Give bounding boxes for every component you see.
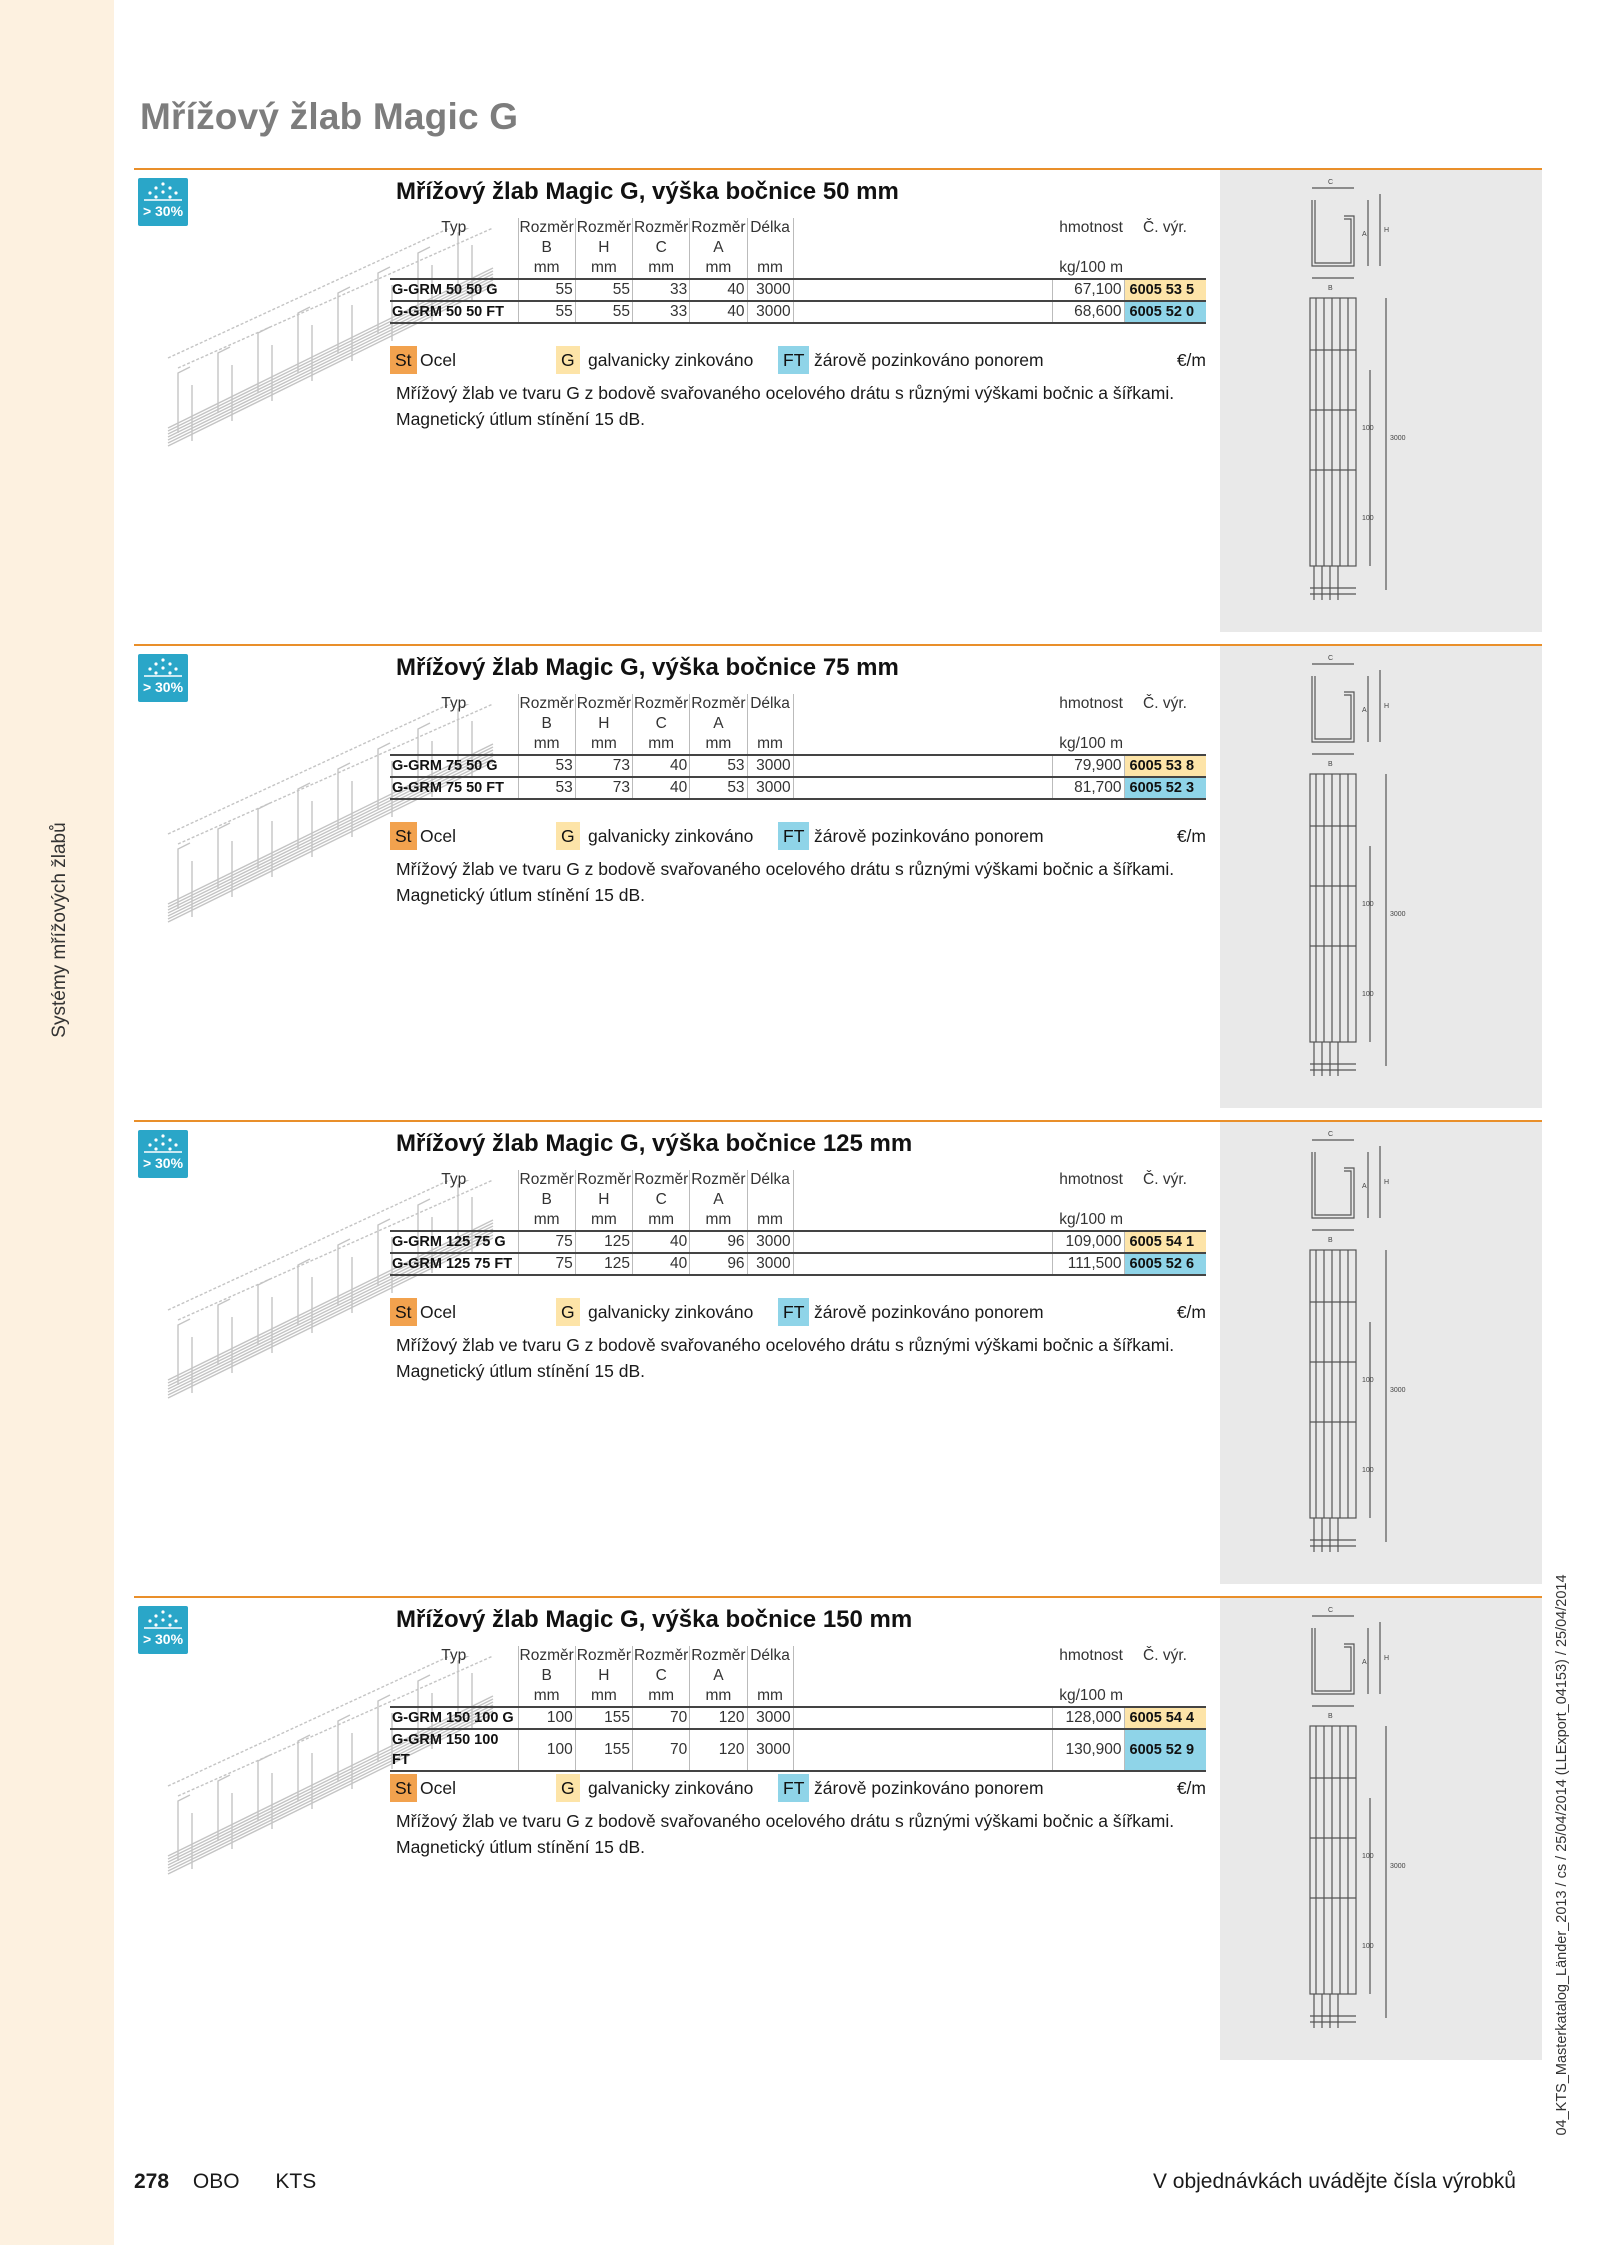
unit-length: mm [747, 258, 793, 279]
unit-c: mm [633, 734, 690, 755]
cell-h: 155 [575, 1729, 632, 1771]
badge-text: > 30% [142, 203, 184, 219]
unit-spacer [793, 1686, 1052, 1707]
cell-b: 75 [518, 1253, 575, 1275]
section-description [396, 1334, 1196, 1382]
svg-text:H: H [1384, 227, 1390, 234]
spec-table [390, 1646, 1206, 1772]
tag-ft: FT [778, 346, 809, 374]
unit-h: mm [575, 1210, 632, 1231]
cell-spacer [793, 1253, 1052, 1275]
header-delka: Délka [747, 218, 793, 258]
table-row [390, 755, 1206, 777]
spray-icon [138, 656, 188, 678]
header-rozmer-b: Rozměr B [519, 695, 574, 732]
unit-c: mm [633, 1210, 690, 1231]
svg-text:3000: 3000 [1390, 435, 1406, 442]
shielding-badge [138, 1606, 188, 1654]
cell-type: G-GRM 75 50 FT [390, 777, 518, 799]
cell-spacer [793, 1231, 1052, 1253]
svg-text:C: C [1328, 179, 1334, 186]
cell-length: 3000 [747, 777, 793, 799]
section-title: Mřížový žlab Magic G, výška bočnice 75 mm [396, 654, 899, 681]
price-unit: €/m [1176, 350, 1206, 370]
header-spacer [793, 218, 1052, 258]
unit-typ [390, 258, 518, 279]
cell-article-code: 6005 52 9 [1124, 1729, 1206, 1771]
svg-text:100: 100 [1362, 515, 1374, 522]
description-line: Magnetický útlum stínění 15 dB. [396, 885, 646, 905]
page-title: Mřížový žlab Magic G [140, 96, 519, 137]
header-typ: Typ [441, 219, 467, 236]
cell-type: G-GRM 125 75 FT [390, 1253, 518, 1275]
header-hmotnost: hmotnost [1059, 1171, 1123, 1188]
cell-spacer [793, 755, 1052, 777]
cell-b: 53 [518, 777, 575, 799]
svg-text:100: 100 [1362, 991, 1374, 998]
technical-drawing-panel [1220, 1122, 1542, 1584]
svg-text:H: H [1384, 1179, 1390, 1186]
tag-ft: FT [778, 822, 809, 850]
header-row [390, 1646, 1206, 1686]
unit-typ [390, 1686, 518, 1707]
unit-length: mm [747, 1210, 793, 1231]
price-unit: €/m [1176, 1302, 1206, 1322]
label-st: Ocel [420, 826, 456, 846]
cell-length: 3000 [747, 755, 793, 777]
label-g: galvanicky zinkováno [588, 826, 754, 846]
cell-a: 40 [690, 279, 747, 301]
spec-table [390, 694, 1206, 800]
product-section [134, 1120, 1542, 1590]
cell-b: 100 [518, 1729, 575, 1771]
cell-article-code: 6005 52 3 [1124, 777, 1206, 799]
cell-weight: 130,900 [1052, 1729, 1124, 1771]
cell-type: G-GRM 150 100 FT [390, 1729, 518, 1771]
svg-text:A: A [1362, 707, 1367, 714]
cell-article-code: 6005 54 1 [1124, 1231, 1206, 1253]
footer-order-note: V objednávkách uvádějte čísla výrobků [1152, 2170, 1516, 2193]
header-rozmer-b: Rozměr B [519, 1647, 574, 1684]
cell-h: 55 [575, 279, 632, 301]
unit-a: mm [690, 258, 747, 279]
unit-row [390, 734, 1206, 755]
cell-c: 40 [633, 1231, 690, 1253]
section-title: Mřížový žlab Magic G, výška bočnice 150 mm [396, 1606, 913, 1633]
table-row [390, 1729, 1206, 1771]
unit-spacer [793, 258, 1052, 279]
unit-row [390, 1686, 1206, 1707]
header-rozmer-c: Rozměr C [634, 1647, 689, 1684]
unit-typ [390, 734, 518, 755]
svg-text:100: 100 [1362, 1943, 1374, 1950]
header-typ: Typ [441, 695, 467, 712]
unit-h: mm [575, 258, 632, 279]
cell-spacer [793, 279, 1052, 301]
table-row [390, 279, 1206, 301]
svg-text:A: A [1362, 231, 1367, 238]
cell-length: 3000 [747, 1253, 793, 1275]
unit-h: mm [575, 1686, 632, 1707]
material-legend [390, 1298, 1206, 1326]
cell-a: 96 [690, 1253, 747, 1275]
cell-h: 55 [575, 301, 632, 323]
cell-type: G-GRM 125 75 G [390, 1231, 518, 1253]
header-rozmer-h: Rozměr H [576, 1647, 632, 1684]
cell-b: 55 [518, 279, 575, 301]
cell-spacer [793, 301, 1052, 323]
unit-b: mm [518, 1210, 575, 1231]
table-row [390, 1253, 1206, 1275]
header-rozmer-b: Rozměr B [519, 1171, 574, 1208]
cell-type: G-GRM 75 50 G [390, 755, 518, 777]
section-title: Mřížový žlab Magic G, výška bočnice 125 mm [396, 1130, 913, 1157]
header-cislo: Č. výr. [1143, 1171, 1187, 1188]
tag-ft: FT [778, 1298, 809, 1326]
cell-length: 3000 [747, 1707, 793, 1729]
svg-text:B: B [1328, 1713, 1333, 1720]
description-line: Mřížový žlab ve tvaru G z bodově svařovaného ocelového drátu s různými výškami bočnic a šířkami. [396, 383, 1175, 403]
label-g: galvanicky zinkováno [588, 1302, 754, 1322]
section-description [396, 858, 1196, 906]
svg-text:3000: 3000 [1390, 1863, 1406, 1870]
shielding-badge [138, 654, 188, 702]
header-rozmer-a: Rozměr A [691, 1171, 746, 1208]
shielding-badge [138, 178, 188, 226]
description-line: Mřížový žlab ve tvaru G z bodově svařovaného ocelového drátu s různými výškami bočnic a šířkami. [396, 1335, 1175, 1355]
label-st: Ocel [420, 1778, 456, 1798]
product-section [134, 1596, 1542, 2066]
cell-length: 3000 [747, 279, 793, 301]
header-cislo: Č. výr. [1143, 219, 1187, 236]
svg-text:H: H [1384, 703, 1390, 710]
header-delka: Délka [747, 694, 793, 734]
cell-a: 53 [690, 755, 747, 777]
unit-row [390, 1210, 1206, 1231]
cell-length: 3000 [747, 1729, 793, 1771]
description-line: Magnetický útlum stínění 15 dB. [396, 409, 646, 429]
price-unit: €/m [1176, 1778, 1206, 1798]
cell-b: 53 [518, 755, 575, 777]
header-hmotnost: hmotnost [1059, 695, 1123, 712]
unit-weight: kg/100 m [1052, 1686, 1124, 1707]
cell-h: 73 [575, 755, 632, 777]
unit-length: mm [747, 734, 793, 755]
description-line: Magnetický útlum stínění 15 dB. [396, 1361, 646, 1381]
material-legend [390, 822, 1206, 850]
svg-text:H: H [1384, 1655, 1390, 1662]
label-st: Ocel [420, 350, 456, 370]
spray-icon [138, 180, 188, 202]
unit-a: mm [690, 734, 747, 755]
cell-spacer [793, 777, 1052, 799]
svg-text:C: C [1328, 1607, 1334, 1614]
table-row [390, 1231, 1206, 1253]
spec-table [390, 218, 1206, 324]
footer-brand: OBO [192, 2170, 240, 2193]
cell-weight: 109,000 [1052, 1231, 1124, 1253]
technical-drawing-panel [1220, 646, 1542, 1108]
svg-text:A: A [1362, 1659, 1367, 1666]
spray-icon [138, 1132, 188, 1154]
cell-h: 73 [575, 777, 632, 799]
label-ft: žárově pozinkováno ponorem [814, 350, 1044, 370]
technical-drawing-panel [1220, 1598, 1542, 2060]
cell-weight: 67,100 [1052, 279, 1124, 301]
footer-segment: KTS [275, 2170, 317, 2193]
header-rozmer-h: Rozměr H [576, 1171, 632, 1208]
cell-type: G-GRM 50 50 G [390, 279, 518, 301]
material-legend [390, 346, 1206, 374]
header-typ: Typ [441, 1171, 467, 1188]
header-spacer [793, 1646, 1052, 1686]
header-row [390, 1170, 1206, 1210]
spray-icon [138, 1608, 188, 1630]
unit-spacer [793, 734, 1052, 755]
unit-length: mm [747, 1686, 793, 1707]
badge-text: > 30% [142, 1631, 184, 1647]
cell-a: 120 [690, 1729, 747, 1771]
cell-weight: 68,600 [1052, 301, 1124, 323]
cell-weight: 128,000 [1052, 1707, 1124, 1729]
label-g: galvanicky zinkováno [588, 1778, 754, 1798]
cell-weight: 111,500 [1052, 1253, 1124, 1275]
unit-code [1124, 1210, 1206, 1231]
section-description [396, 382, 1196, 430]
cell-type: G-GRM 150 100 G [390, 1707, 518, 1729]
tag-ft: FT [778, 1774, 809, 1802]
cell-c: 70 [633, 1707, 690, 1729]
header-hmotnost: hmotnost [1059, 1647, 1123, 1664]
header-row [390, 218, 1206, 258]
tag-g: G [556, 346, 580, 374]
header-rozmer-c: Rozměr C [634, 1171, 689, 1208]
unit-code [1124, 734, 1206, 755]
unit-spacer [793, 1210, 1052, 1231]
header-cislo: Č. výr. [1143, 1647, 1187, 1664]
unit-typ [390, 1210, 518, 1231]
header-hmotnost: hmotnost [1059, 219, 1123, 236]
cell-a: 120 [690, 1707, 747, 1729]
cell-a: 96 [690, 1231, 747, 1253]
label-ft: žárově pozinkováno ponorem [814, 826, 1044, 846]
unit-a: mm [690, 1210, 747, 1231]
product-section [134, 168, 1542, 638]
description-line: Mřížový žlab ve tvaru G z bodově svařovaného ocelového drátu s různými výškami bočnic a šířkami. [396, 1811, 1175, 1831]
cell-type: G-GRM 50 50 FT [390, 301, 518, 323]
unit-weight: kg/100 m [1052, 258, 1124, 279]
material-legend [390, 1774, 1206, 1802]
unit-row [390, 258, 1206, 279]
unit-b: mm [518, 258, 575, 279]
badge-text: > 30% [142, 679, 184, 695]
header-typ: Typ [441, 1647, 467, 1664]
cell-h: 125 [575, 1231, 632, 1253]
cell-article-code: 6005 54 4 [1124, 1707, 1206, 1729]
svg-text:C: C [1328, 1131, 1334, 1138]
cell-weight: 79,900 [1052, 755, 1124, 777]
shielding-badge [138, 1130, 188, 1178]
table-row [390, 1707, 1206, 1729]
tag-g: G [556, 1298, 580, 1326]
header-rozmer-a: Rozměr A [691, 695, 746, 732]
label-g: galvanicky zinkováno [588, 350, 754, 370]
header-rozmer-c: Rozměr C [634, 695, 689, 732]
unit-c: mm [633, 1686, 690, 1707]
header-spacer [793, 1170, 1052, 1210]
description-line: Mřížový žlab ve tvaru G z bodově svařovaného ocelového drátu s různými výškami bočnic a šířkami. [396, 859, 1175, 879]
footer-left [134, 2170, 316, 2194]
description-line: Magnetický útlum stínění 15 dB. [396, 1837, 646, 1857]
cell-b: 75 [518, 1231, 575, 1253]
svg-text:3000: 3000 [1390, 1387, 1406, 1394]
svg-text:3000: 3000 [1390, 911, 1406, 918]
spec-table [390, 1170, 1206, 1276]
cell-b: 55 [518, 301, 575, 323]
cell-c: 33 [633, 279, 690, 301]
header-rozmer-h: Rozměr H [576, 219, 632, 256]
unit-a: mm [690, 1686, 747, 1707]
cell-c: 33 [633, 301, 690, 323]
cell-c: 40 [633, 755, 690, 777]
document-meta-code: 04_KTS_Masterkatalog_Länder_2013 / cs / 25/04/2014 (LLExport_04153) / 25/04/2014 [1554, 1574, 1570, 2136]
page-number: 278 [134, 2170, 170, 2193]
tag-st: St [390, 1298, 417, 1326]
price-unit: €/m [1176, 826, 1206, 846]
side-chapter-label: Systémy mřížových žlabů [49, 822, 70, 1038]
unit-weight: kg/100 m [1052, 734, 1124, 755]
section-description [396, 1810, 1196, 1858]
cell-weight: 81,700 [1052, 777, 1124, 799]
cell-article-code: 6005 52 0 [1124, 301, 1206, 323]
svg-text:C: C [1328, 655, 1334, 662]
svg-text:100: 100 [1362, 1377, 1374, 1384]
tag-st: St [390, 822, 417, 850]
header-rozmer-a: Rozměr A [691, 219, 746, 256]
label-ft: žárově pozinkováno ponorem [814, 1302, 1044, 1322]
header-rozmer-a: Rozměr A [691, 1647, 746, 1684]
tag-g: G [556, 822, 580, 850]
svg-text:B: B [1328, 761, 1333, 768]
cell-c: 70 [633, 1729, 690, 1771]
tag-st: St [390, 1774, 417, 1802]
left-margin-band [0, 0, 114, 2245]
unit-c: mm [633, 258, 690, 279]
header-row [390, 694, 1206, 734]
header-rozmer-b: Rozměr B [519, 219, 574, 256]
svg-text:100: 100 [1362, 901, 1374, 908]
header-spacer [793, 694, 1052, 734]
cell-h: 125 [575, 1253, 632, 1275]
svg-text:B: B [1328, 1237, 1333, 1244]
svg-text:B: B [1328, 285, 1333, 292]
cell-c: 40 [633, 777, 690, 799]
cell-c: 40 [633, 1253, 690, 1275]
badge-text: > 30% [142, 1155, 184, 1171]
cell-length: 3000 [747, 1231, 793, 1253]
unit-h: mm [575, 734, 632, 755]
label-ft: žárově pozinkováno ponorem [814, 1778, 1044, 1798]
cell-spacer [793, 1729, 1052, 1771]
header-cislo: Č. výr. [1143, 695, 1187, 712]
technical-drawing-panel [1220, 170, 1542, 632]
unit-code [1124, 1686, 1206, 1707]
product-section [134, 644, 1542, 1114]
label-st: Ocel [420, 1302, 456, 1322]
header-delka: Délka [747, 1170, 793, 1210]
svg-text:100: 100 [1362, 1467, 1374, 1474]
cell-a: 53 [690, 777, 747, 799]
table-row [390, 301, 1206, 323]
unit-b: mm [518, 1686, 575, 1707]
svg-text:100: 100 [1362, 425, 1374, 432]
cell-article-code: 6005 53 5 [1124, 279, 1206, 301]
header-delka: Délka [747, 1646, 793, 1686]
svg-text:100: 100 [1362, 1853, 1374, 1860]
tag-st: St [390, 346, 417, 374]
cell-length: 3000 [747, 301, 793, 323]
unit-code [1124, 258, 1206, 279]
unit-b: mm [518, 734, 575, 755]
cell-a: 40 [690, 301, 747, 323]
header-rozmer-h: Rozměr H [576, 695, 632, 732]
cell-article-code: 6005 52 6 [1124, 1253, 1206, 1275]
header-rozmer-c: Rozměr C [634, 219, 689, 256]
cell-spacer [793, 1707, 1052, 1729]
cell-h: 155 [575, 1707, 632, 1729]
table-row [390, 777, 1206, 799]
tag-g: G [556, 1774, 580, 1802]
section-title: Mřížový žlab Magic G, výška bočnice 50 mm [396, 178, 899, 205]
unit-weight: kg/100 m [1052, 1210, 1124, 1231]
cell-b: 100 [518, 1707, 575, 1729]
cell-article-code: 6005 53 8 [1124, 755, 1206, 777]
svg-text:A: A [1362, 1183, 1367, 1190]
